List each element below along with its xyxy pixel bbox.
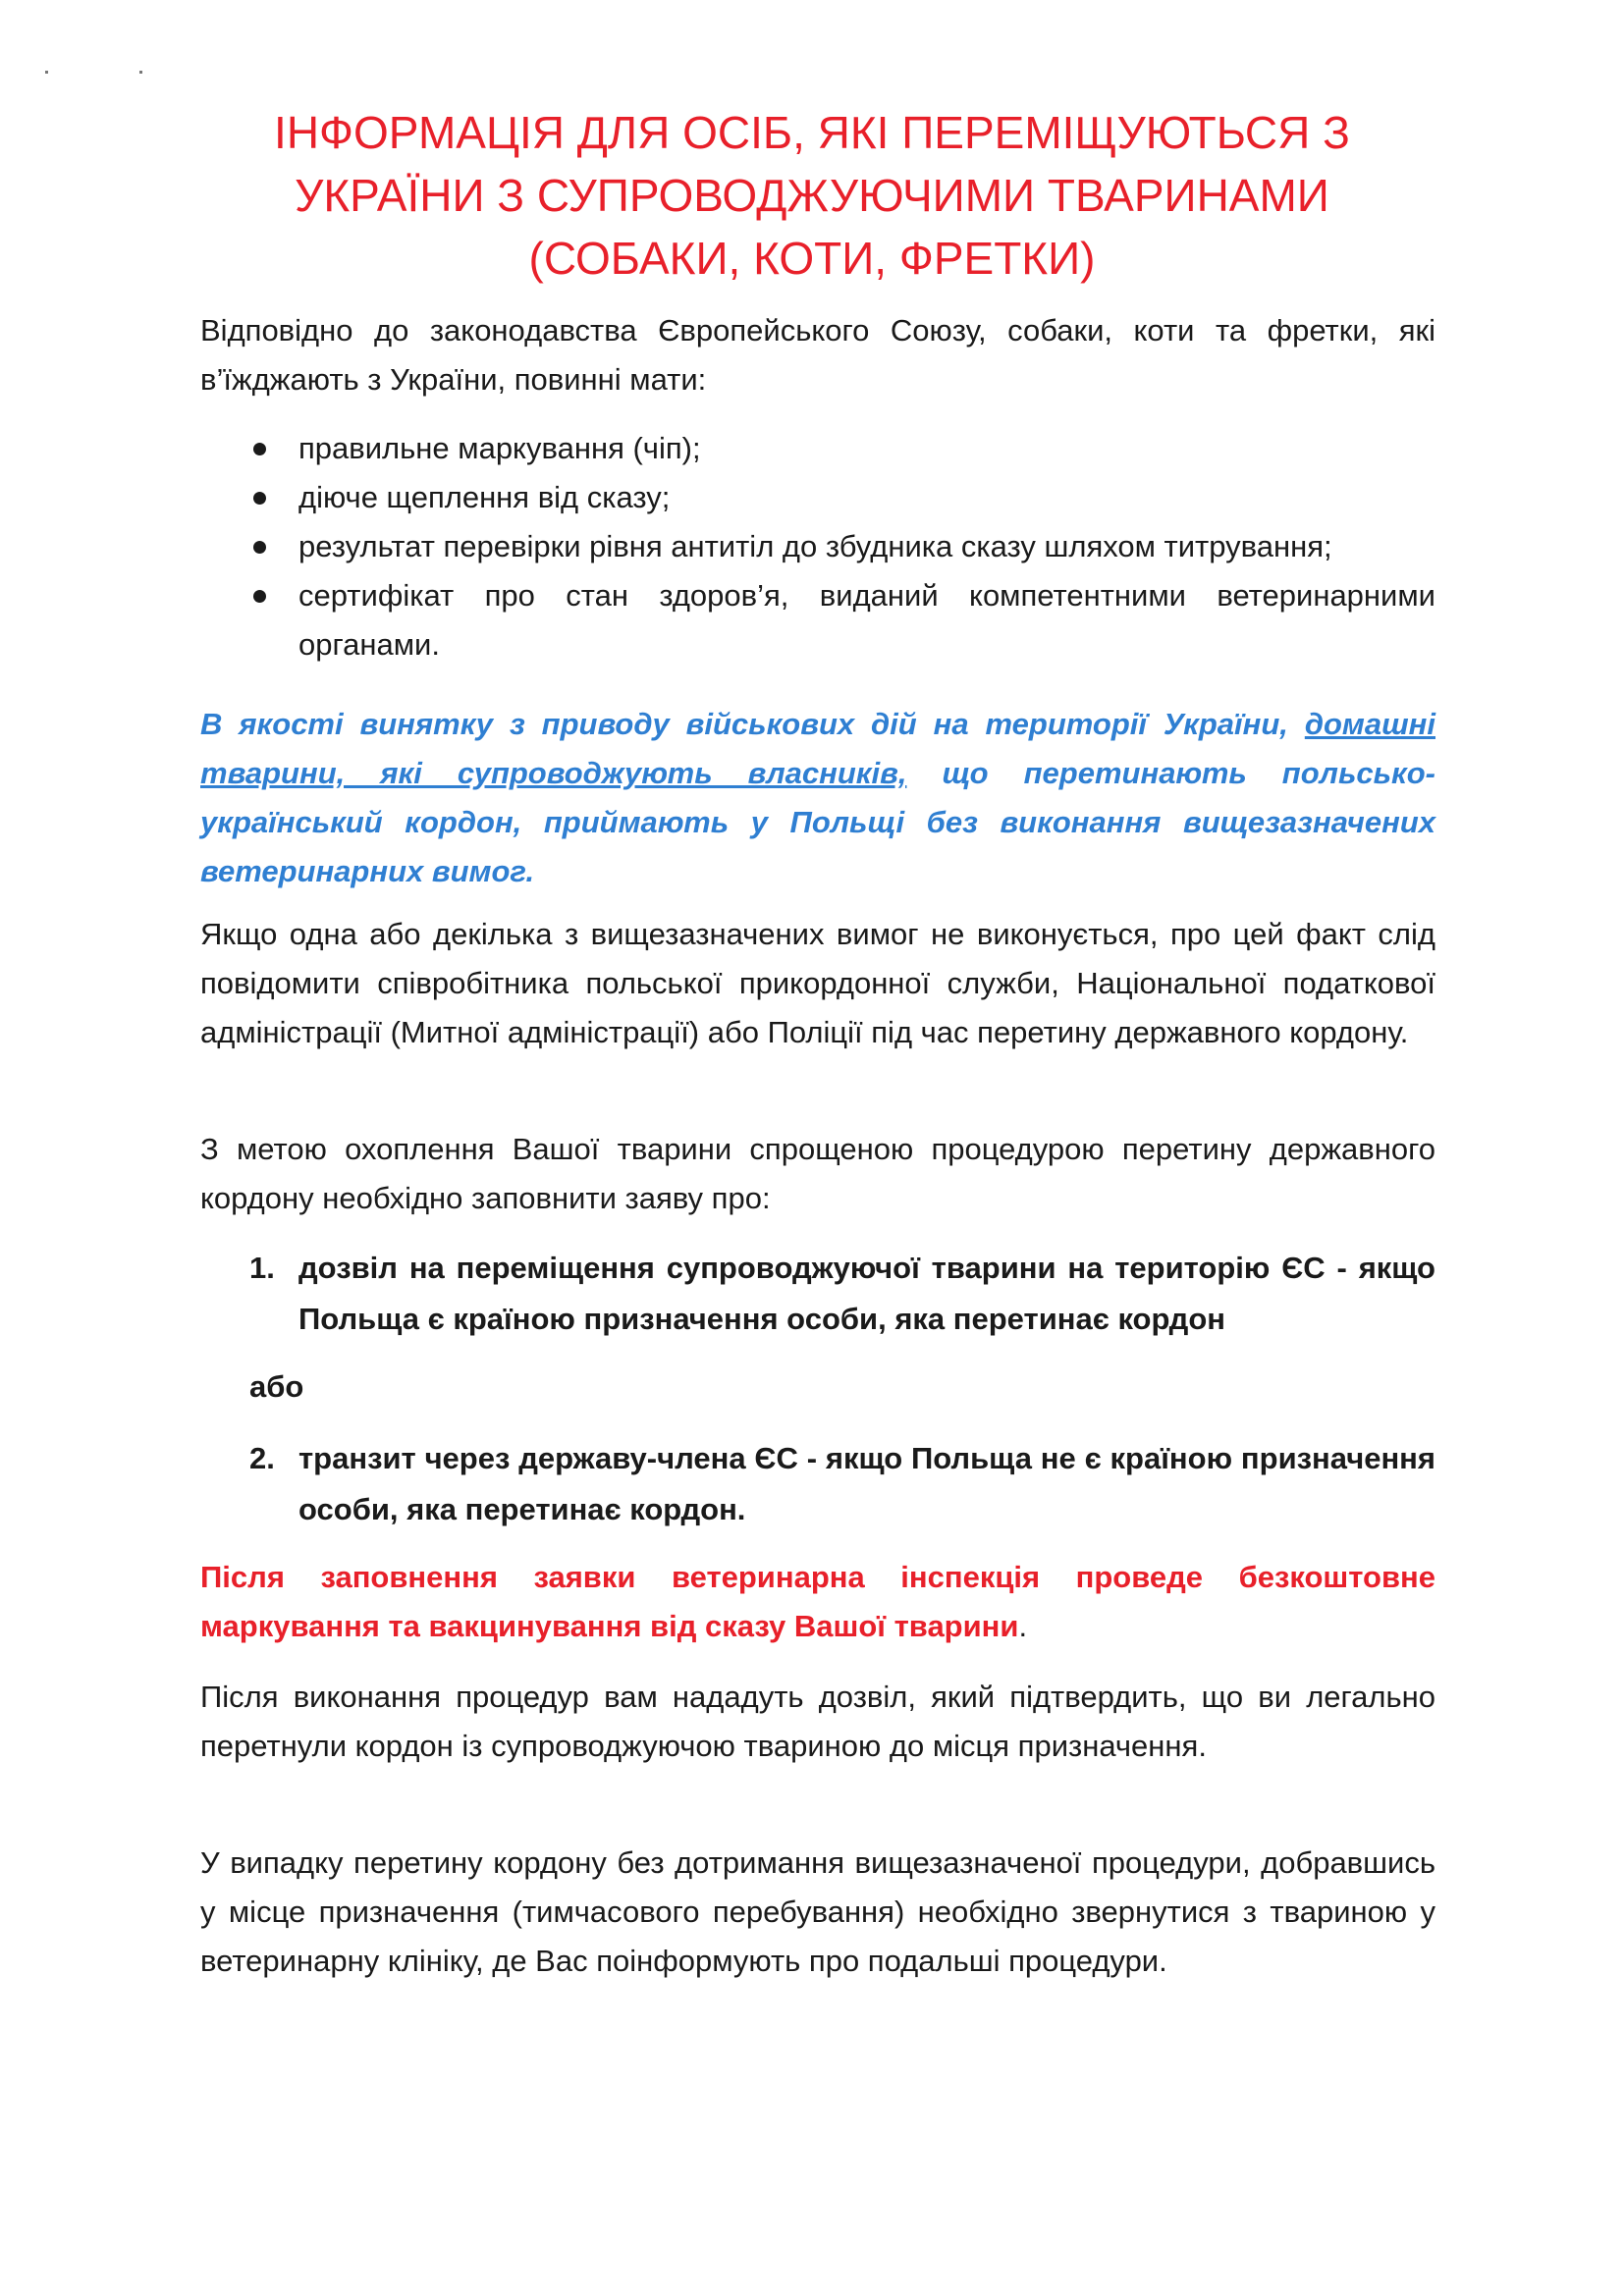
exception-paragraph: [200, 700, 1435, 896]
list-item: [200, 1243, 1435, 1345]
list-item-text: результат перевірки рівня антитіл до збудника сказу шляхом титрування;: [298, 529, 1332, 563]
free-service-notice-period: .: [1018, 1609, 1028, 1643]
intro-line: Відповідно до законодавства Європейського Союзу, собаки, коти та фретки, які: [200, 313, 1435, 347]
exception-text: В якості винятку з приводу військових дій на території України,: [200, 707, 1305, 741]
list-item: [200, 1433, 1435, 1535]
notify-paragraph: Якщо одна або декілька з вищезазначених вимог не виконується, про цей факт слід повідомити співробітника польської прикордонної служби, Національної податкової адміністрації (Митної адміністрації) або Поліції під час перетину державного кордону.: [200, 917, 1435, 1049]
list-item-text: транзит через державу-члена ЄС - якщо Польща не є країною призначення особи, яка перетинає кордон.: [298, 1441, 1435, 1526]
free-service-notice-text: Після заповнення заявки ветеринарна інспекція проведе безкоштовне маркування та вакцинування від сказу Вашої тварини: [200, 1560, 1435, 1643]
bullet-icon: [253, 590, 266, 603]
permit-paragraph: Після виконання процедур вам нададуть дозвіл, який підтвердить, що ви легально перетнули кордон із супроводжуючою твариною до місця призначення.: [200, 1680, 1435, 1763]
document-title: [196, 101, 1428, 290]
intro-line: в’їжджають з України, повинні мати:: [200, 362, 707, 397]
application-option-2: [200, 1433, 1435, 1535]
list-item-text: правильне маркування (чіп);: [298, 431, 701, 465]
title-line: ІНФОРМАЦІЯ ДЛЯ ОСІБ, ЯКІ ПЕРЕМІЩУЮТЬСЯ З: [274, 106, 1350, 158]
list-number: 1.: [249, 1251, 275, 1285]
or-separator: або: [249, 1369, 304, 1404]
list-item-text: діюче щеплення від сказу;: [298, 480, 671, 514]
scan-speck: [139, 71, 142, 74]
title-line: (СОБАКИ, КОТИ, ФРЕТКИ): [528, 232, 1096, 284]
list-number: 2.: [249, 1441, 275, 1475]
scan-speck: [45, 71, 48, 74]
list-item: [200, 424, 1435, 473]
bullet-icon: [253, 492, 266, 505]
list-item: [200, 571, 1435, 669]
list-item: [200, 473, 1435, 522]
procedure-paragraph: З метою охоплення Вашої тварини спрощеною процедурою перетину державного кордону необхідно заповнити заяву про:: [200, 1132, 1435, 1215]
intro-paragraph: [200, 306, 1435, 404]
requirements-list: [200, 424, 1435, 669]
list-item-text: дозвіл на переміщення супроводжуючої тварини на територію ЄС - якщо Польща є країною призначення особи, яка перетинає кордон: [298, 1251, 1435, 1336]
exception-underlined-text: домашні тварини, які супроводжують власників,: [200, 707, 1435, 790]
free-service-notice: [200, 1553, 1435, 1651]
list-item-text: сертифікат про стан здоров’я, виданий компетентними ветеринарними органами.: [298, 578, 1435, 662]
list-item: [200, 522, 1435, 571]
bullet-icon: [253, 443, 266, 455]
bullet-icon: [253, 541, 266, 554]
application-option-1: [200, 1243, 1435, 1345]
exception-text: що перетинають польсько-український кордон, приймають у Польщі без виконання вищезазначених ветеринарних вимог.: [200, 756, 1435, 888]
clinic-paragraph: У випадку перетину кордону без дотримання вищезазначеної процедури, добравшись у місце призначення (тимчасового перебування) необхідно звернутися з твариною у ветеринарну клініку, де Вас поінформують про подальші процедури.: [200, 1845, 1435, 1978]
title-line: УКРАЇНИ З СУПРОВОДЖУЮЧИМИ ТВАРИНАМИ: [295, 169, 1329, 221]
